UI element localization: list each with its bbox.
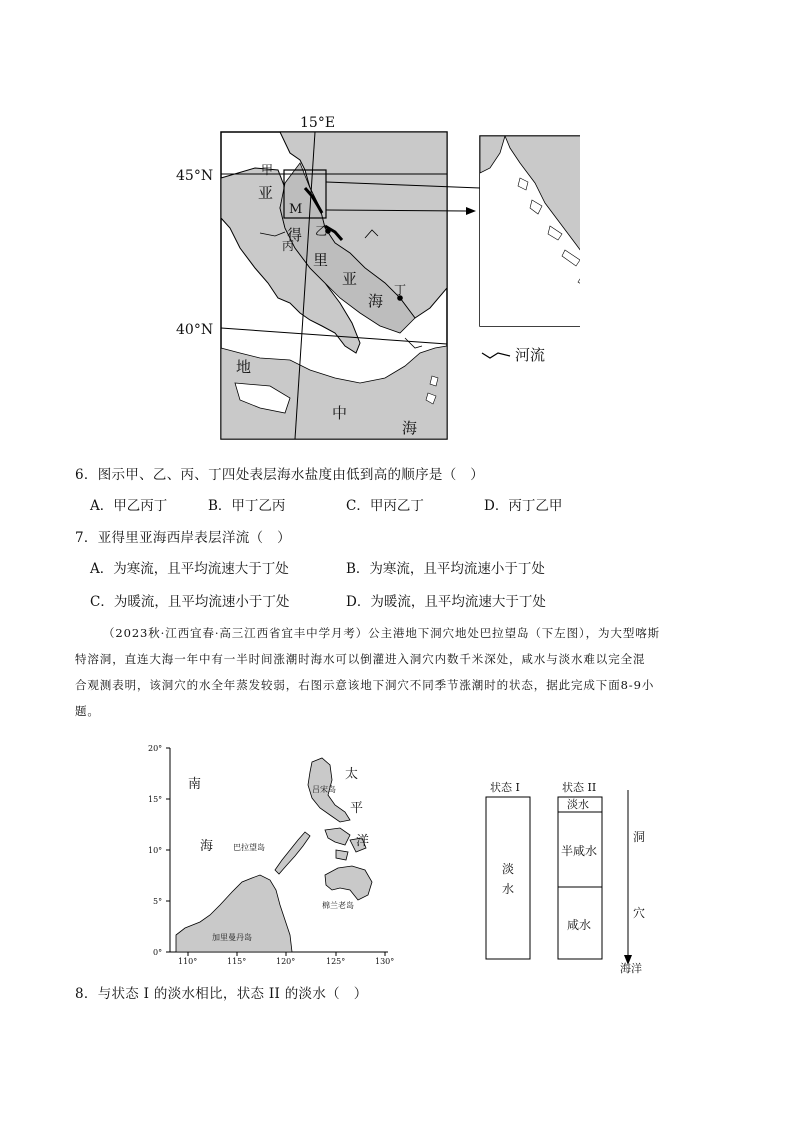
state-2-salt-label: 咸水 [567, 918, 592, 932]
point-bing-label: 丙 [282, 239, 295, 253]
q7-option-a[interactable]: A．为寒流，且平均流速大于丁处 [90, 561, 289, 577]
state-2-title: 状态 II [562, 781, 597, 794]
ocean-label: 海洋 [620, 962, 642, 975]
lat-45n-label: 45°N [176, 168, 214, 184]
pacific-char-1: 太 [345, 767, 359, 782]
q7-option-b[interactable]: B．为寒流，且平均流速小于丁处 [346, 561, 545, 577]
palawan-label: 巴拉望岛 [233, 843, 265, 852]
state-1-fresh-char-2: 水 [502, 882, 515, 896]
luzon-label: 吕宋岛 [312, 785, 336, 794]
sea-char-2: 得 [287, 226, 303, 244]
question-8-stem: 8．与状态 I 的淡水相比，状态 II 的淡水（ ） [75, 986, 368, 1002]
state-1-title: 状态 I [490, 781, 520, 794]
sea-char-3: 里 [313, 251, 329, 269]
state-2-brackish-label: 半咸水 [561, 844, 598, 858]
cave-char-2: 穴 [633, 906, 646, 920]
south-sea-char-2: 海 [200, 839, 214, 854]
pacific-char-3: 洋 [356, 834, 370, 849]
med-char-1: 地 [236, 358, 252, 376]
state-1-fresh-char-1: 淡 [502, 862, 515, 876]
y-tick-20: 20° [148, 744, 163, 753]
med-char-2: 中 [332, 404, 348, 422]
y-tick-0: 0° [153, 948, 163, 957]
legend-river-label: 河流 [515, 346, 546, 364]
q6-option-d[interactable]: D．丙丁乙甲 [484, 498, 563, 514]
point-yi-label: 乙 [315, 224, 328, 238]
question-7-stem: 7．亚得里亚海西岸表层洋流（ ） [75, 530, 291, 546]
state-2-fresh-label: 淡水 [567, 798, 589, 811]
x-tick-120: 120° [276, 957, 296, 966]
box-m-label: M [289, 202, 303, 217]
point-jia-label: 甲 [261, 163, 274, 177]
question-6-stem: 6．图示甲、乙、丙、丁四处表层海水盐度由低到高的顺序是（ ） [75, 467, 485, 483]
borneo-label: 加里曼丹岛 [212, 933, 252, 942]
lat-40n-label: 40°N [176, 322, 214, 338]
south-sea-char-1: 南 [188, 777, 202, 792]
lon-15e-label: 15°E [300, 115, 336, 131]
cave-state-diagram [480, 775, 670, 975]
passage-line-2: 特溶洞，直连大海一年中有一半时间涨潮时海水可以倒灌进入洞穴内数千米深处，咸水与淡水难以完全混 [75, 652, 646, 666]
sea-char-4: 亚 [342, 270, 358, 288]
passage-line-3: 合观测表明，该洞穴的水全年蒸发较弱，右图示意该地下洞穴不同季节涨潮时的状态，据此完成下面8-9小 [75, 678, 655, 692]
x-tick-125: 125° [326, 957, 346, 966]
cave-char-1: 洞 [633, 830, 646, 844]
q6-option-b[interactable]: B．甲丁乙丙 [208, 498, 286, 514]
passage-line-4: 题。 [75, 704, 100, 718]
palawan-map [140, 740, 400, 970]
y-tick-15: 15° [148, 795, 163, 804]
mindanao-label: 棉兰老岛 [322, 901, 354, 910]
q7-option-d[interactable]: D．为暖流，且平均流速大于丁处 [346, 594, 546, 610]
pacific-char-2: 平 [350, 801, 364, 816]
q6-option-a[interactable]: A．甲乙丙丁 [90, 498, 168, 514]
passage-line-1: （2023秋·江西宜春·高三江西省宜丰中学月考）公主港地下洞穴地处巴拉望岛（下左图），为大型喀斯 [103, 626, 661, 640]
med-char-3: 海 [402, 419, 418, 437]
adriatic-map [160, 108, 580, 448]
x-tick-110: 110° [178, 957, 198, 966]
x-tick-130: 130° [375, 957, 395, 966]
y-tick-10: 10° [148, 846, 163, 855]
q6-option-c[interactable]: C．甲丙乙丁 [346, 498, 424, 514]
y-tick-5: 5° [153, 897, 163, 906]
point-ding-label: 丁 [394, 283, 407, 297]
sea-char-5: 海 [368, 292, 384, 310]
sea-char-1: 亚 [258, 184, 274, 202]
x-tick-115: 115° [227, 957, 247, 966]
q7-option-c[interactable]: C．为暖流，且平均流速小于丁处 [90, 594, 290, 610]
passage [75, 620, 735, 724]
